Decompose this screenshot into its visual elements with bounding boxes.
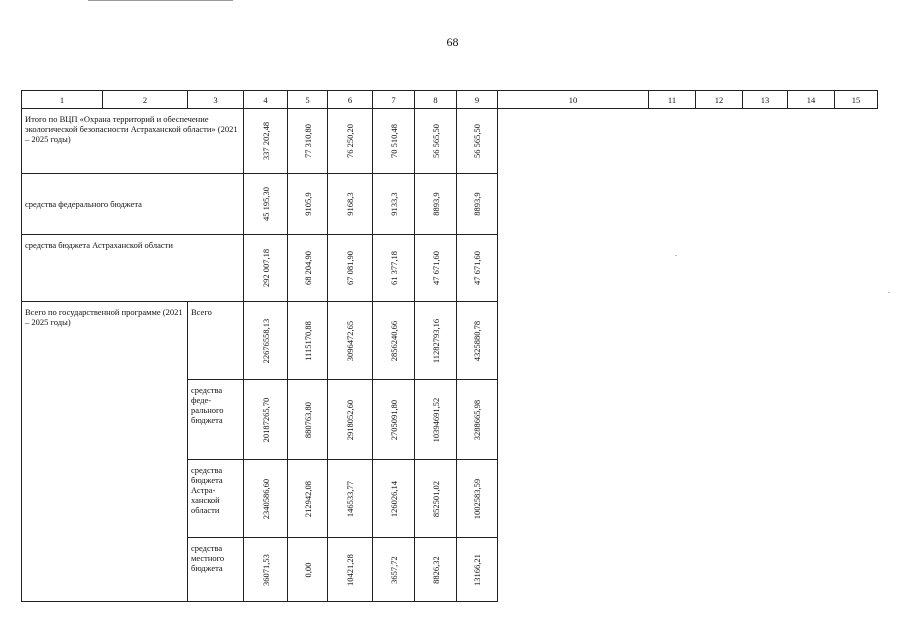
value-cell: 1002583,59	[457, 460, 498, 538]
value-cell: 56 565,50	[415, 109, 457, 174]
value-cell: 77 310,80	[288, 109, 328, 174]
value-cell: 2340586,60	[244, 460, 288, 538]
col-header: 14	[788, 91, 835, 109]
value-cell: 8893,9	[415, 174, 457, 235]
value-cell: 0,00	[288, 538, 328, 602]
value-cell: 76 250,20	[328, 109, 373, 174]
program-label: Всего по государственной программе (2021 – 2025 годы)	[22, 302, 188, 602]
value-cell: 3096472,65	[328, 302, 373, 380]
value-cell: 4325880,78	[457, 302, 498, 380]
value-cell: 852501,02	[415, 460, 457, 538]
scan-artifact-dot	[888, 292, 890, 293]
value-cell: 1115170,88	[288, 302, 328, 380]
value-cell: 10394691,52	[415, 380, 457, 460]
value-cell: 9168,3	[328, 174, 373, 235]
value-cell: 9133,3	[373, 174, 415, 235]
value-cell: 67 081,90	[328, 235, 373, 302]
col-header: 1	[22, 91, 103, 109]
empty-region	[498, 109, 878, 602]
row-label: средства бюджета Астраханской области	[22, 235, 244, 302]
page-number: 68	[446, 35, 459, 49]
value-cell: 20187265,70	[244, 380, 288, 460]
value-cell: 8893,9	[457, 174, 498, 235]
value-cell: 3288665,98	[457, 380, 498, 460]
value-cell: 292 007,18	[244, 235, 288, 302]
header-row	[22, 91, 878, 109]
col-header: 9	[457, 91, 498, 109]
funding-source: средства феде-рального бюджета	[188, 380, 244, 460]
value-cell: 56 565,50	[457, 109, 498, 174]
col-header: 7	[373, 91, 415, 109]
col-header: 2	[103, 91, 188, 109]
value-cell: 70 510,48	[373, 109, 415, 174]
value-cell: 337 202,48	[244, 109, 288, 174]
value-cell: 3657,72	[373, 538, 415, 602]
col-header: 4	[244, 91, 288, 109]
value-cell: 2918052,60	[328, 380, 373, 460]
value-cell: 2705091,80	[373, 380, 415, 460]
value-cell: 68 204,90	[288, 235, 328, 302]
col-header: 3	[188, 91, 244, 109]
value-cell: 212942,08	[288, 460, 328, 538]
col-header: 5	[288, 91, 328, 109]
value-cell: 10421,28	[328, 538, 373, 602]
value-cell: 13166,21	[457, 538, 498, 602]
table-row	[22, 109, 878, 174]
value-cell: 9105,9	[288, 174, 328, 235]
budget-table	[21, 90, 878, 602]
value-cell: 146533,77	[328, 460, 373, 538]
value-cell: 36071,53	[244, 538, 288, 602]
row-label: средства федерального бюджета	[22, 174, 244, 235]
col-header: 6	[328, 91, 373, 109]
scan-artifact-line	[88, 0, 233, 1]
col-header: 13	[743, 91, 788, 109]
value-cell: 126026,14	[373, 460, 415, 538]
col-header: 8	[415, 91, 457, 109]
value-cell: 47 671,60	[415, 235, 457, 302]
row-label: Итого по ВЦП «Охрана территорий и обеспечение экологической безопасности Астраханской области» (2021 – 2025 годы)	[22, 109, 244, 174]
funding-source: средства местного бюджета	[188, 538, 244, 602]
value-cell: 8826,32	[415, 538, 457, 602]
col-header: 10	[498, 91, 649, 109]
value-cell: 11282793,16	[415, 302, 457, 380]
value-cell: 2856240,66	[373, 302, 415, 380]
col-header: 11	[649, 91, 696, 109]
col-header: 15	[835, 91, 878, 109]
funding-source: Всего	[188, 302, 244, 380]
value-cell: 22676558,13	[244, 302, 288, 380]
funding-source: средства бюджета Астра-ханской области	[188, 460, 244, 538]
col-header: 12	[696, 91, 743, 109]
value-cell: 45 195,30	[244, 174, 288, 235]
value-cell: 880763,80	[288, 380, 328, 460]
value-cell: 61 377,18	[373, 235, 415, 302]
value-cell: 47 671,60	[457, 235, 498, 302]
